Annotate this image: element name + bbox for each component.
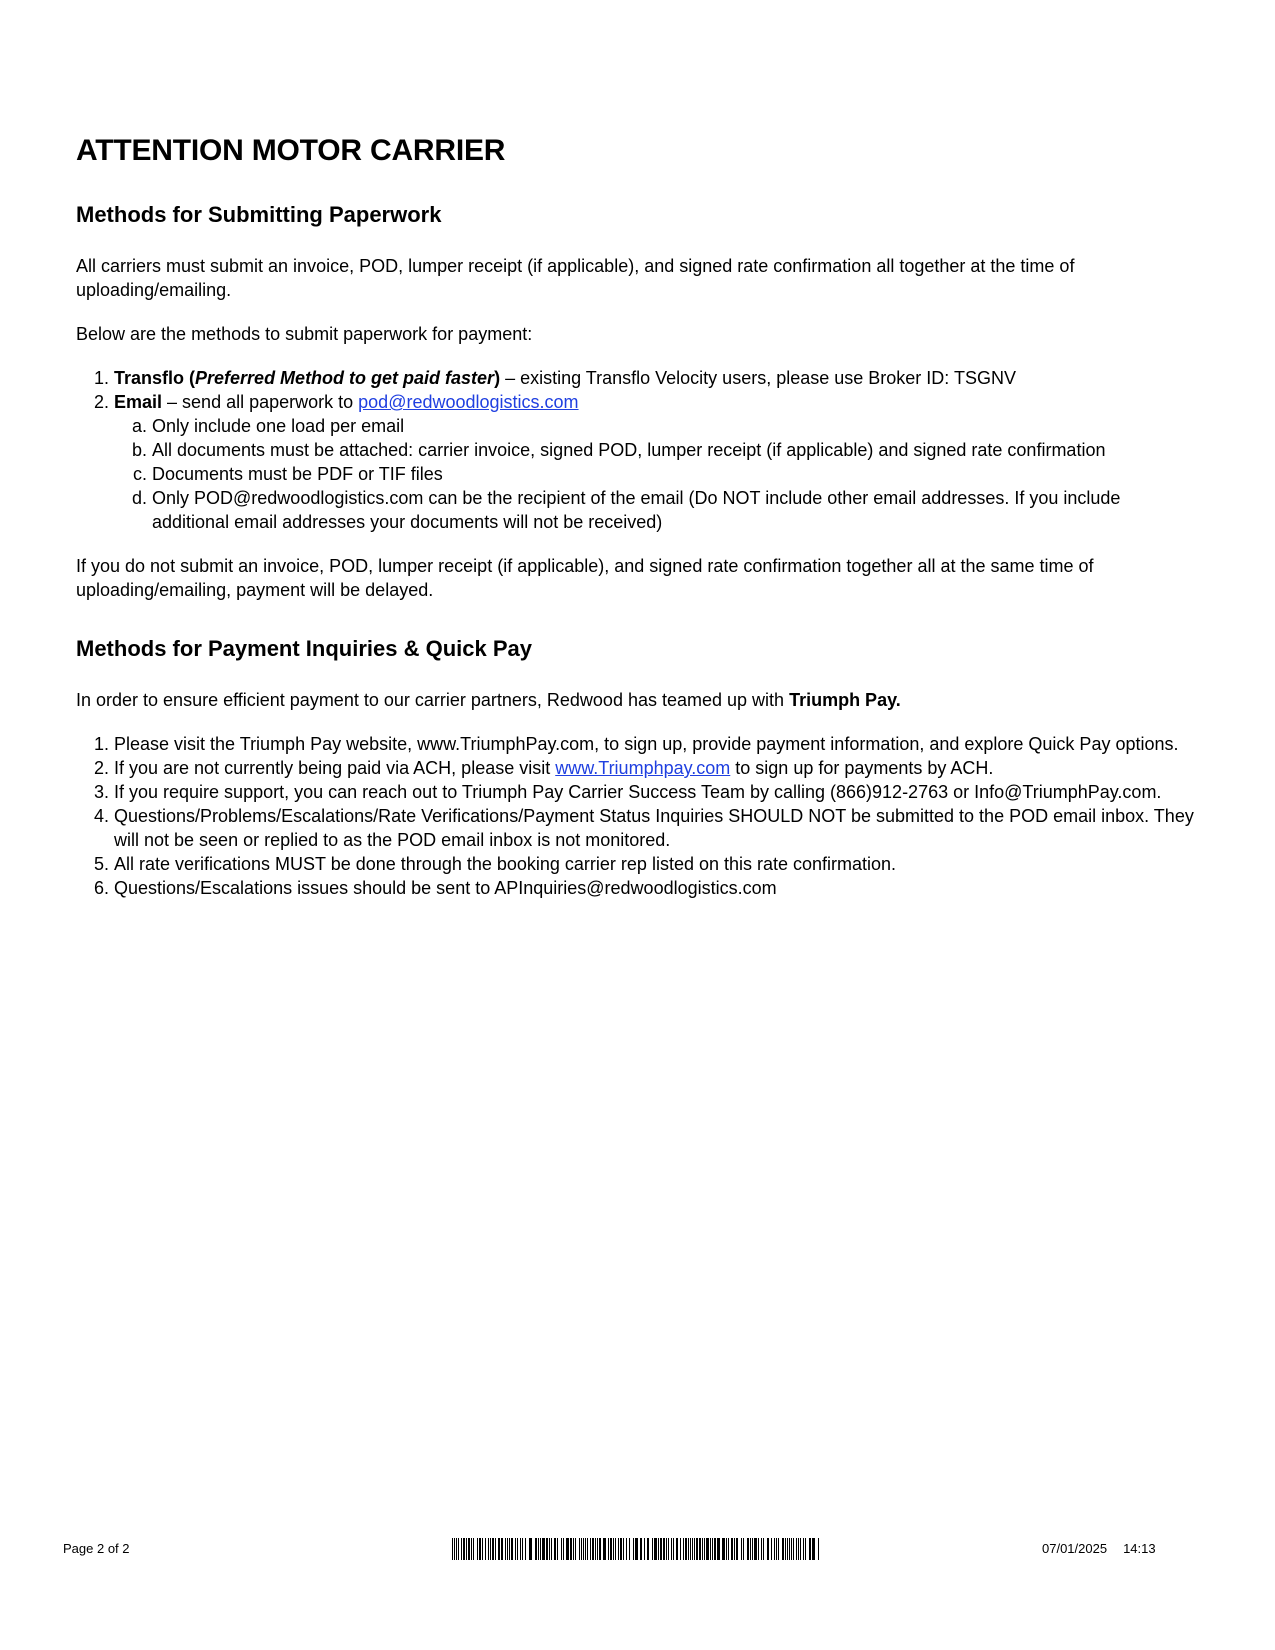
email-rules-list	[114, 414, 1201, 534]
page-footer	[0, 1538, 1275, 1568]
preferred-method-text: Preferred Method to get paid faster	[195, 368, 495, 388]
email-rule-item: b. All documents must be attached: carrier invoice, signed POD, lumper receipt (if applicable) and signed rate confirmation	[152, 438, 1201, 462]
payment-item-4: 4. Questions/Problems/Escalations/Rate Verifications/Payment Status Inquiries SHOULD NOT be submitted to the POD email inbox. They will not be seen or replied to as the POD email inbox is not monitored.	[114, 804, 1201, 852]
payment-intro-text: In order to ensure efficient payment to our carrier partners, Redwood has teamed up with	[76, 690, 790, 710]
footer-time: 14:13	[1123, 1541, 1156, 1556]
list-item-email	[114, 390, 1201, 534]
payment-list	[76, 732, 1201, 900]
submit-closing: If you do not submit an invoice, POD, lumper receipt (if applicable), and signed rate confirmation together all at the same time of uploading/emailing, payment will be delayed.	[76, 556, 1094, 600]
paren-close: )	[494, 368, 501, 388]
paren-open: (	[184, 368, 196, 388]
payment-intro	[76, 688, 1201, 712]
document-page	[76, 120, 1201, 920]
email-rule-item: a. Only include one load per email	[152, 414, 1201, 438]
payment-item-1: 1. Please visit the Triumph Pay website, www.TriumphPay.com, to sign up, provide payment information, and explore Quick Pay options.	[114, 732, 1201, 756]
triumph-pay-name: Triumph Pay.	[789, 690, 901, 710]
payment-item-5: 5. All rate verifications MUST be done through the booking carrier rep listed on this rate confirmation.	[114, 852, 1201, 876]
transflo-label: Transflo	[114, 368, 185, 388]
section-heading-submitting: Methods for Submitting Paperwork	[76, 202, 442, 227]
submit-intro: All carriers must submit an invoice, POD, lumper receipt (if applicable), and signed rate confirmation all together at the time of uploading/emailing.	[76, 256, 1075, 300]
email-text: – send all paperwork to	[162, 392, 359, 412]
footer-datetime	[1042, 1541, 1156, 1556]
page-title: ATTENTION MOTOR CARRIER	[76, 134, 506, 167]
section-heading-payment: Methods for Payment Inquiries & Quick Pay	[76, 636, 532, 661]
footer-date: 07/01/2025	[1042, 1541, 1108, 1556]
email-rule-item: d. Only POD@redwoodlogistics.com can be the recipient of the email (Do NOT include other email addresses. If you include additional email addresses your documents will not be received)	[152, 486, 1201, 534]
payment-item-6: 6. Questions/Escalations issues should be sent to APInquiries@redwoodlogistics.com	[114, 876, 1201, 900]
payment-item-2	[114, 756, 1201, 780]
page-number: Page 2 of 2	[63, 1541, 130, 1556]
payment-item-3: 3. If you require support, you can reach out to Triumph Pay Carrier Success Team by calling (866)912-2763 or Info@TriumphPay.com.	[114, 780, 1201, 804]
pod-email-link[interactable]: pod@redwoodlogistics.com	[358, 392, 579, 412]
payment-item-2-text: If you are not currently being paid via ACH, please visit	[114, 758, 556, 778]
transflo-text: – existing Transflo Velocity users, please use Broker ID: TSGNV	[500, 368, 1016, 388]
barcode-image	[452, 1538, 820, 1560]
list-item-transflo	[114, 366, 1201, 390]
email-label: Email	[114, 392, 163, 412]
email-rule-item: c. Documents must be PDF or TIF files	[152, 462, 1201, 486]
payment-item-2-after: to sign up for payments by ACH.	[730, 758, 994, 778]
submit-lead: Below are the methods to submit paperwork for payment:	[76, 324, 533, 344]
triumphpay-link[interactable]: www.Triumphpay.com	[555, 758, 731, 778]
submit-methods-list	[76, 366, 1201, 534]
